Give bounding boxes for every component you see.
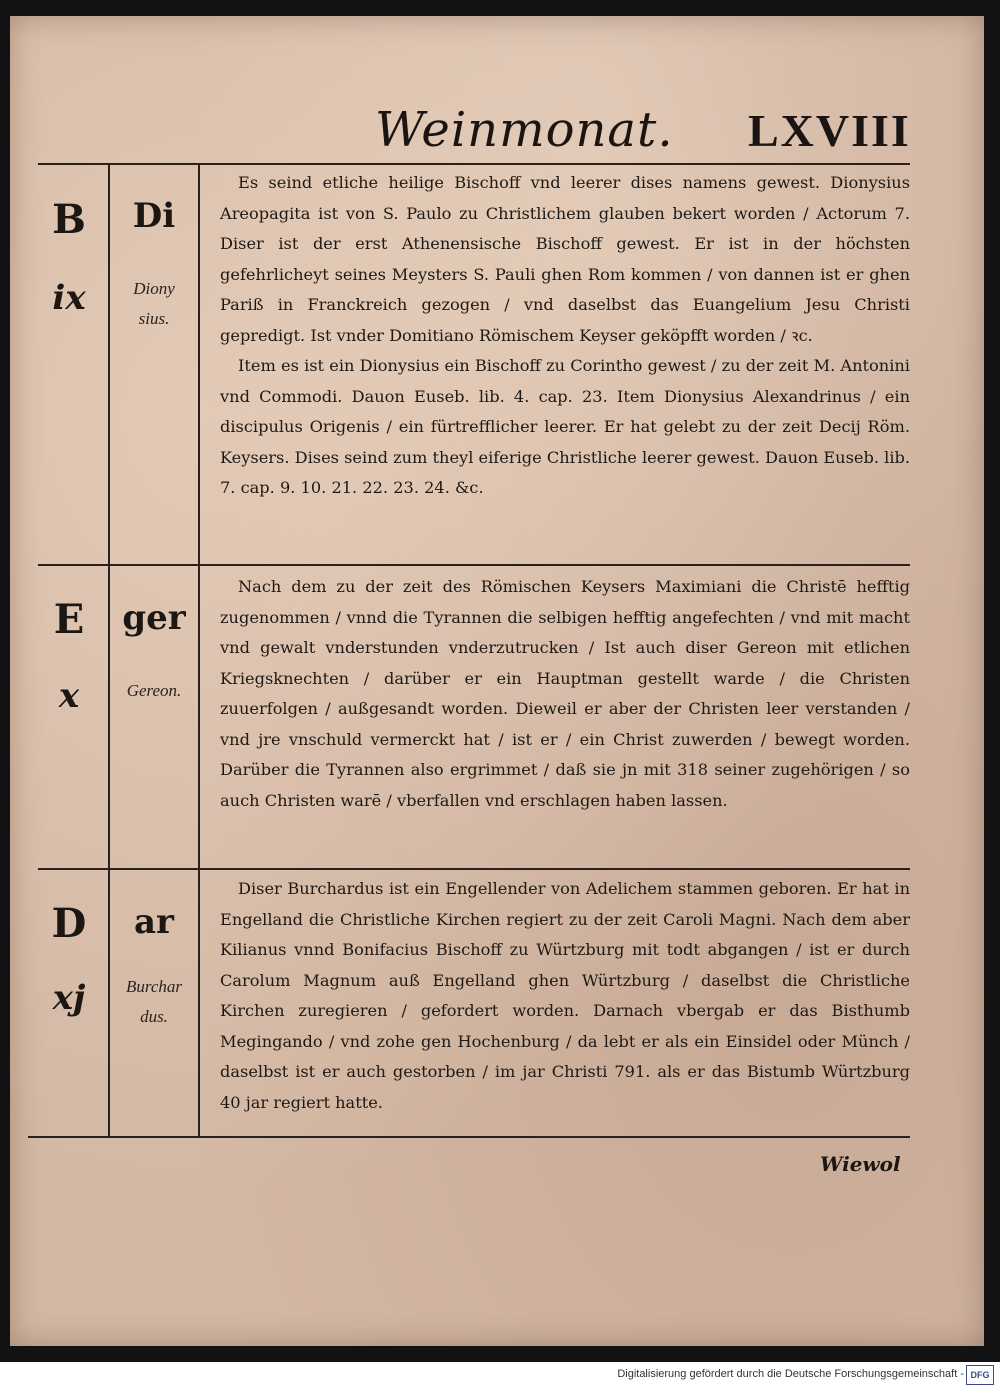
entry-text-dionysius: [220, 168, 910, 504]
saint-name-gloss-line: Gereon.: [126, 681, 182, 700]
day-letter: E: [53, 596, 85, 643]
saint-name-gloss-line: sius.: [138, 309, 170, 328]
day-letter: B: [52, 196, 86, 243]
running-title: Weinmonat.: [375, 102, 674, 158]
day-number: xj: [52, 978, 86, 1018]
saint-name-gloss-line: Diony: [133, 279, 175, 298]
entry-paragraph: Diser Burchardus ist ein Engellender von Adelichem stammen geboren. Er hat in Engelland die Christliche Kirchen regiert zu der zeit Caroli Magni. Nach dem aber Kilianus vnnd Bonifacius Bischoff zu Würtzburg mit todt abgangen / ist er durch Carolum Magnum auß Engelland ghen Würtzburg / daselbst die Christliche Kirchen zuregieren / gefordert worden. Darnach vbergab er das Bisthumb Megingando / vnd zohe gen Hochenburg / da lebt er als ein Einsidel oder Münch / daselbst ist er auch gestorben / im jar Christi 791. als er das Bistumb Würtzburg 40 jar regiert hatte.: [220, 879, 910, 1112]
entry-text-gereon: [220, 572, 910, 816]
dfg-logo-icon: DFG: [966, 1365, 994, 1385]
entry-paragraph: Item es ist ein Dionysius ein Bischoff zu Corintho gewest / zu der zeit M. Antonini vnd Commodi. Dauon Euseb. lib. 4. cap. 23. Item Dionysius Alexandrinus / ein discipulus Origenis / ein fürtrefflicher leerer. Er hat gelebt zu der zeit Decij Röm. Keysers. Dises seind zum theyl eiferige Christliche leerer gewest. Dauon Euseb. lib. 7. cap. 9. 10. 21. 22. 23. 24. &c.: [220, 356, 910, 497]
entry-divider-2: [38, 868, 910, 870]
book-page: [10, 16, 984, 1346]
saint-syllable: Di: [132, 196, 176, 236]
footer-rule: [28, 1136, 910, 1138]
saint-name-gloss: [114, 676, 194, 706]
header-rule: [38, 163, 910, 165]
entry-text-burchardus: [220, 874, 910, 1118]
saint-name-gloss-line: Burchar: [125, 977, 183, 996]
funding-note: Digitalisierung gefördert durch die Deutsche Forschungsgemeinschaft -: [617, 1368, 964, 1380]
catchword: Wiewol: [820, 1152, 901, 1176]
folio-number: LXVIII: [748, 105, 911, 156]
column-rule-middle: [198, 163, 200, 1136]
saint-name-gloss: [114, 274, 194, 334]
day-letter: D: [51, 900, 87, 947]
saint-syllable: ger: [122, 598, 186, 638]
digitization-footer: [0, 1362, 1000, 1390]
day-number: ix: [52, 278, 86, 318]
entry-paragraph: Es seind etliche heilige Bischoff vnd leerer dises namens gewest. Dionysius Areopagita ist von S. Paulo zu Christlichem glauben bekert worden / Actorum 7. Diser ist der erst Athenensische Bischoff gewest. Er ist in der höchsten gefehrlicheyt seines Meysters S. Pauli ghen Rom kommen / von dannen ist er ghen Pariß in Franckreich gezogen / vnd daselbst das Euangelium Jesu Christi gepredigt. Ist vnder Domitiano Römischem Keyser geköpfft worden / ꝛc.: [220, 173, 910, 345]
saint-syllable: ar: [134, 902, 174, 942]
saint-name-gloss: [114, 972, 194, 1032]
saint-name-gloss-line: dus.: [140, 1007, 168, 1026]
entry-paragraph: Nach dem zu der zeit des Römischen Keysers Maximiani die Christē hefftig zugenommen / vnnd die Tyrannen die selbigen hefftig angefechten / vnd mit macht vnd gewalt vnderstunden vnderzutrucken / Ist auch diser Gereon mit etlichen Kriegsknechten / darüber er ein Hauptman gestellt warde / die Christen zuuerfolgen / außgesandt worden. Dieweil er aber der Christen leer verstanden / vnd jre vnschuld vermerckt hat / ist er / ein Christ zuwerden / bewegt worden. Darüber die Tyrannen also ergrimmet / daß sie jn mit 318 seiner zugehörigen / so auch Christen warē / vberfallen vnd erschlagen haben lassen.: [220, 577, 910, 810]
entry-divider-1: [38, 564, 910, 566]
column-rule-left: [108, 163, 110, 1136]
day-number: x: [58, 676, 80, 716]
